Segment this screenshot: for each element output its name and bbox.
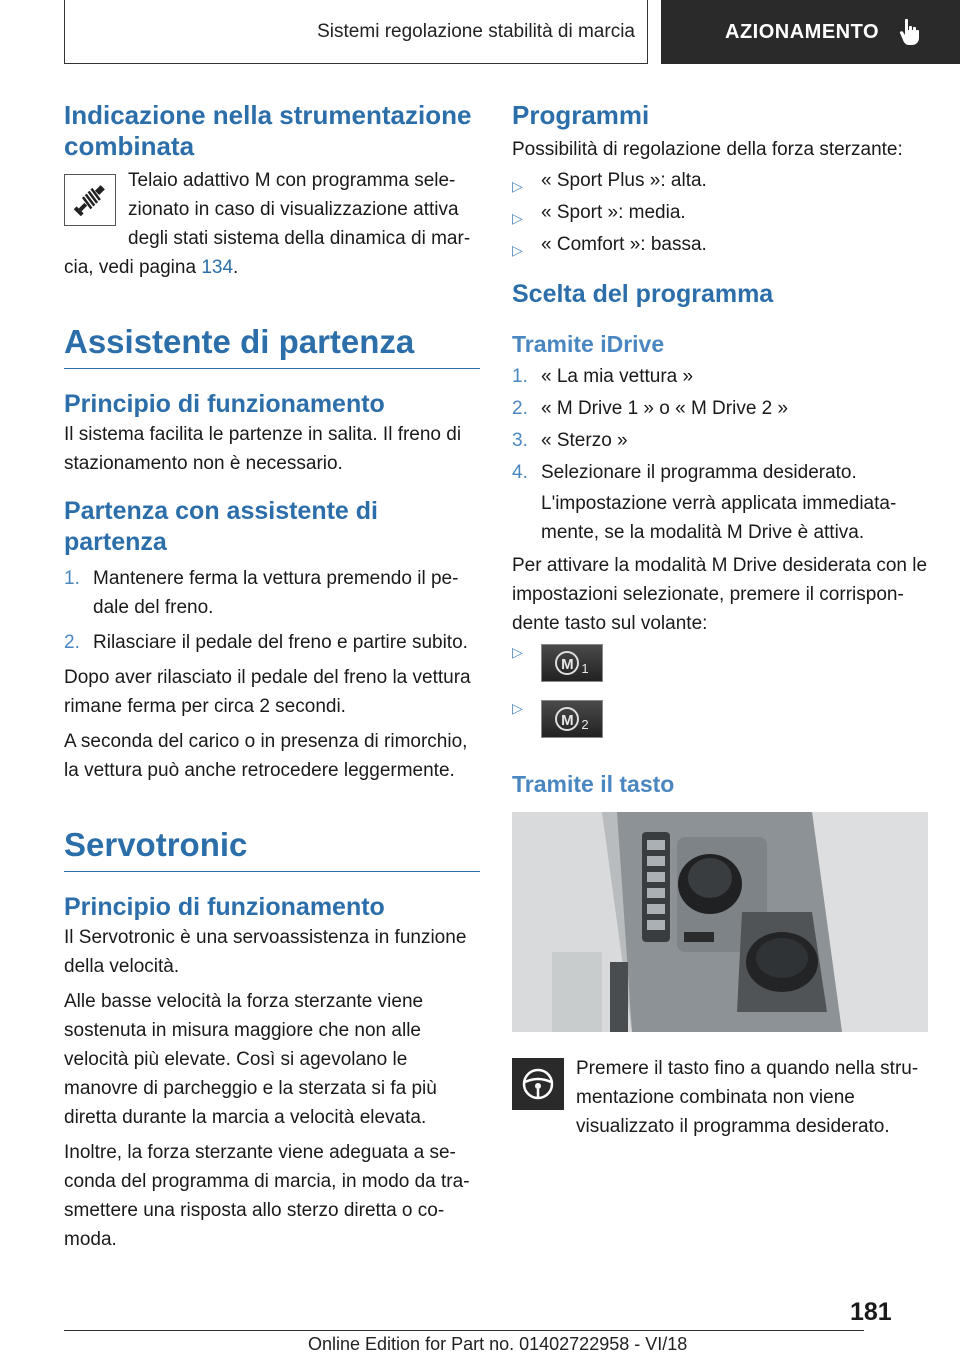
programmi-item-text: « Comfort »: bassa.	[541, 234, 707, 255]
idrive-steps	[512, 362, 928, 547]
list-item	[512, 362, 928, 391]
seconda-text: A seconda del carico o in presenza di rimorchio, la vettura può anche retrocedere leggermente.	[64, 731, 468, 781]
step-number: 4.	[512, 462, 528, 483]
header-section-title: Sistemi regolazione stabilità di marcia	[317, 20, 635, 42]
heading-scelta: Scelta del programma	[512, 280, 774, 308]
shock-absorber-icon	[70, 180, 110, 220]
heading-principio-1: Principio di funzionamento	[64, 390, 385, 418]
triangle-bullet-icon: ▷	[512, 644, 523, 660]
partenza-steps	[64, 564, 480, 657]
indicazione-block	[64, 166, 480, 282]
step-text: « La mia vettura »	[541, 366, 694, 387]
triangle-bullet-icon: ▷	[512, 210, 523, 226]
list-item	[512, 458, 928, 487]
indicazione-text-main: Telaio adattivo M con programma selezionato in caso di visualizzazione attiva degli stati sistema della dinamica di marcia, vedi pagina	[64, 170, 471, 278]
heading-tasto: Tramite il tasto	[512, 771, 675, 797]
list-item	[64, 564, 480, 622]
hand-pointer-icon	[899, 18, 921, 46]
assistente-section-rule	[64, 322, 480, 369]
step-text: « Sterzo »	[541, 430, 628, 451]
heading-principio-2: Principio di funzionamento	[64, 893, 385, 921]
list-item	[512, 198, 928, 227]
servotronic-section-rule	[64, 825, 480, 872]
m-logo-icon	[555, 707, 579, 731]
right-column	[512, 100, 928, 1141]
triangle-bullet-icon: ▷	[512, 178, 523, 194]
step-number: 1.	[64, 568, 80, 589]
step-number: 1.	[512, 366, 528, 387]
programmi-text: Possibilità di regolazione della forza sterzante:	[512, 139, 903, 160]
servo-text-1: Il Servotronic è una servoassistenza in funzione della velocità.	[64, 927, 467, 977]
list-item	[512, 230, 928, 259]
impostazione-text: L'impostazione verrà applicata immediatamente, se la modalità M Drive è attiva.	[541, 493, 897, 543]
triangle-bullet-icon: ▷	[512, 700, 523, 716]
m2-button-row	[512, 700, 928, 740]
step-text: Mantenere ferma la vettura premendo il pedale del freno.	[93, 568, 459, 618]
m2-number: 2	[581, 716, 589, 732]
programmi-item-text: « Sport »: media.	[541, 202, 686, 223]
heading-assistente: Assistente di partenza	[64, 323, 415, 360]
heading-programmi: Programmi	[512, 100, 650, 130]
step-text: « M Drive 1 » o « M Drive 2 »	[541, 398, 789, 419]
attivare-text: Per attivare la modalità M Drive desiderata con le impostazioni selezionate, premere il corrispondente tasto sul volante:	[512, 555, 928, 634]
m-logo-icon	[555, 651, 579, 675]
indicazione-text	[64, 166, 480, 282]
indicazione-text-end: .	[233, 257, 239, 278]
m1-button-image	[541, 644, 603, 682]
heading-servotronic: Servotronic	[64, 826, 248, 863]
page-number: 181	[850, 1298, 892, 1326]
servo-text-2: Alle basse velocità la forza sterzante viene sostenuta in misura maggiore che non alle velocità più elevate. Così si agevolano le manovre di parcheggio e la sterzata si fa più diretta durante la marcia a velocità elevata.	[64, 991, 437, 1128]
principio-1-text: Il sistema facilita le partenze in salita. Il freno di stazionamento non è necessario.	[64, 424, 462, 474]
shock-absorber-icon-box	[64, 174, 116, 226]
page-link-134[interactable]: 134	[201, 257, 234, 278]
steering-mode-icon-box	[512, 1058, 564, 1110]
servo-text-3: Inoltre, la forza sterzante viene adeguata a seconda del programma di marcia, in modo da trasmettere una risposta allo sterzo diretta o comoda.	[64, 1142, 470, 1250]
step-number: 2.	[64, 632, 80, 653]
heading-partenza: Partenza con assistente di partenza	[64, 497, 379, 556]
m1-letter: M	[561, 656, 574, 673]
step-number: 2.	[512, 398, 528, 419]
center-console-photo	[512, 812, 928, 1032]
tasto-block	[512, 1054, 928, 1141]
m2-letter: M	[561, 712, 574, 729]
list-item	[512, 426, 928, 455]
header-chapter-tab	[661, 0, 960, 64]
left-column	[64, 100, 480, 1254]
center-console-illustration	[512, 812, 928, 1032]
heading-idrive: Tramite iDrive	[512, 331, 665, 357]
dopo-text: Dopo aver rilasciato il pedale del freno la vettura rimane ferma per circa 2 secondi.	[64, 667, 471, 717]
step-text: Selezionare il programma desiderato.	[541, 462, 857, 483]
header-section-box	[64, 0, 648, 64]
steering-wheel-icon	[520, 1066, 556, 1102]
list-item	[512, 394, 928, 423]
footer-rule	[64, 1330, 864, 1331]
footer-edition: Online Edition for Part no. 01402722958 - VI/18	[308, 1334, 688, 1354]
m1-number: 1	[581, 660, 589, 676]
list-item	[512, 166, 928, 195]
heading-indicazione: Indicazione nella strumentazione combinata	[64, 100, 472, 161]
programmi-list	[512, 166, 928, 259]
m1-button-row	[512, 644, 928, 684]
triangle-bullet-icon: ▷	[512, 242, 523, 258]
step-number: 3.	[512, 430, 528, 451]
programmi-item-text: « Sport Plus »: alta.	[541, 170, 707, 191]
step-text: Rilasciare il pedale del freno e partire subito.	[93, 632, 468, 653]
m2-button-image	[541, 700, 603, 738]
header-chapter-title: AZIONAMENTO	[725, 20, 880, 43]
list-item	[64, 628, 480, 657]
tasto-text: Premere il tasto fino a quando nella strumentazione combinata non viene visualizzato il programma desiderato.	[576, 1058, 919, 1137]
